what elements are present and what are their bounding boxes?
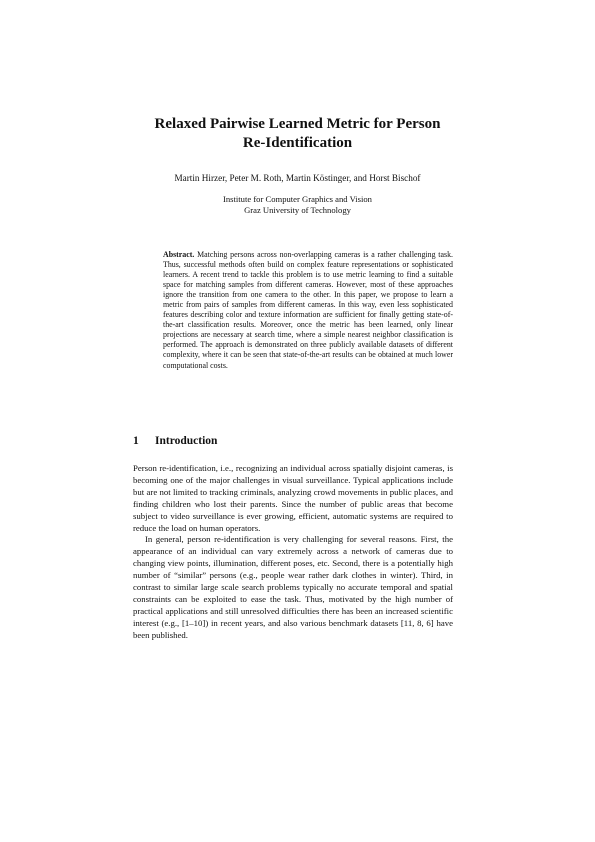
affiliation — [140, 194, 455, 216]
section-number: 1 — [133, 435, 139, 447]
abstract-text: Matching persons across non-overlapping cameras is a rather challenging task. Thus, successful methods often build on complex feature representations or sophisticated learners. A recent trend to tackle this problem is to use metric learning to find a suitable space for matching samples from different cameras. However, most of these approaches ignore the transition from one camera to the other. In this paper, we propose to learn a metric from pairs of samples from different cameras. In this way, even less sophisticated features describing color and texture information are sufficient for finally getting state-of-the-art classification results. Moreover, once the metric has been learned, only linear projections are necessary at search time, where a simple nearest neighbor classification is performed. The approach is demonstrated on three publicly available datasets of different complexity, where it can be seen that state-of-the-art results can be obtained at much lower computational costs. — [163, 250, 453, 370]
affiliation-line-1: Institute for Computer Graphics and Vision — [223, 194, 372, 204]
section-title: Introduction — [155, 435, 218, 447]
author-list: Martin Hirzer, Peter M. Roth, Martin Köstinger, and Horst Bischof — [174, 173, 421, 183]
body-paragraph-1: Person re-identification, i.e., recognizing an individual across spatially disjoint cameras, is becoming one of the major challenges in visual surveillance. Typical applications include but are not limited to tracking criminals, analyzing crowd movements in public places, and finding children who lost their parents. Since the number of public areas that become subject to video surveillance is ever growing, efficient, automatic systems are required to reduce the load on human operators. — [133, 463, 453, 533]
affiliation-line-2: Graz University of Technology — [244, 205, 351, 215]
paper-title — [120, 115, 475, 153]
paper-title-line-2: Re-Identification — [242, 135, 353, 151]
section-body — [133, 463, 453, 642]
abstract-label: Abstract. — [163, 250, 195, 259]
body-paragraph-2: In general, person re-identification is very challenging for several reasons. First, the appearance of an individual can vary extremely across a network of cameras due to changing view points, illumination, different poses, etc. Second, there is a potentially high number of “similar” persons (e.g., people wear rather dark clothes in winter). Third, in contrast to similar large scale search problems typically no accurate temporal and spatial constraints can be exploited to ease the task. Thus, motivated by the high number of practical applications and still unresolved difficulties there has been an increased scientific interest (e.g., [1–10]) in recent years, and also various benchmark datasets [11, 8, 6] have been published. — [133, 534, 453, 640]
section-heading — [133, 435, 217, 447]
abstract — [163, 250, 453, 371]
paper-title-line-1: Relaxed Pairwise Learned Metric for Person — [154, 116, 441, 132]
